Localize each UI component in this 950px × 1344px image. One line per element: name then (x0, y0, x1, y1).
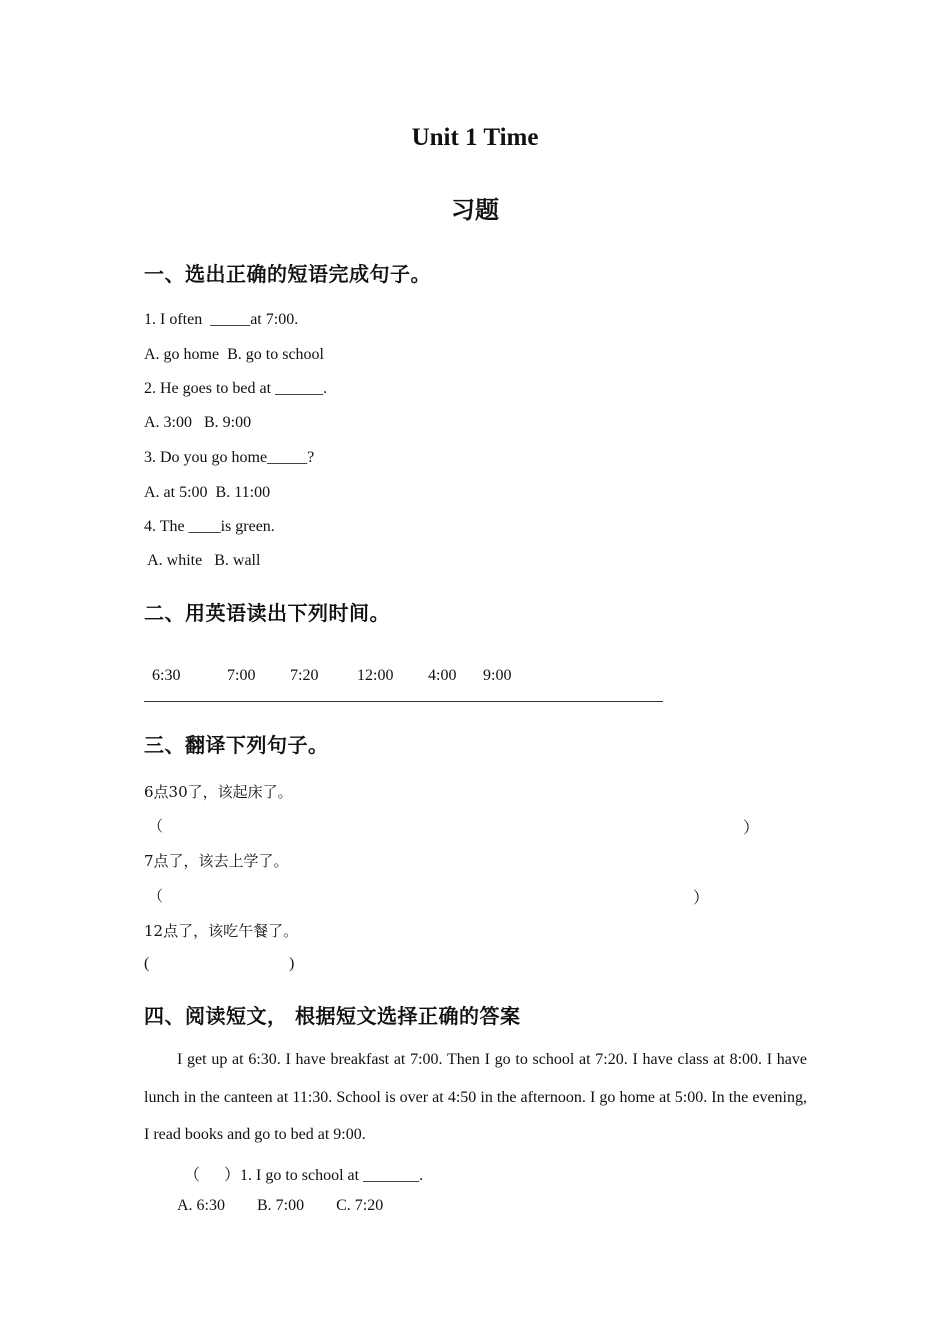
section2-heading: 二、用英语读出下列时间。 (144, 601, 390, 625)
s1-line-6: A. at 5:00 B. 11:00 (144, 484, 271, 501)
time-5: 4:00 (428, 667, 457, 684)
answer-line (144, 701, 663, 702)
s3-sentence-1: 6点30了，该起床了。 (144, 783, 293, 801)
section3-heading: 三、翻译下列句子。 (144, 733, 329, 757)
s3-sentence-2: 7点了，该去上学了。 (144, 852, 289, 870)
s1-line-2: A. go home B. go to school (144, 346, 324, 363)
s3-paren-open-3: ( (144, 955, 150, 972)
s1-line-7: 4. The ____is green. (144, 518, 275, 535)
time-2: 7:00 (227, 667, 256, 684)
s1-line-8: A. white B. wall (144, 552, 261, 569)
section1-heading: 一、选出正确的短语完成句子。 (144, 262, 431, 286)
s1-line-3: 2. He goes to bed at ______. (144, 380, 328, 397)
time-1: 6:30 (152, 667, 181, 684)
reading-passage: I get up at 6:30. I have breakfast at 7:00. Then I go to school at 7:20. I have class at 8:00. I have lunch in the canteen at 11:30. School is over at 4:50 in the afternoon. I go home at 5:00. In the evening, I read books and go to bed at 9:00. (144, 1051, 807, 1143)
s3-paren-open-2: （ (148, 887, 164, 905)
time-4: 12:00 (357, 667, 394, 684)
question-1: （ ）1. I go to school at _______. (184, 1167, 424, 1184)
s3-paren-close-1: ） (743, 818, 760, 837)
page-title: Unit 1 Time (411, 124, 539, 151)
page-subtitle: 习题 (451, 196, 499, 224)
s1-line-5: 3. Do you go home_____? (144, 449, 315, 466)
s3-paren-close-3: ) (289, 955, 295, 972)
s3-paren-close-2: ） (693, 888, 710, 907)
section4-heading: 四、阅读短文， 根据短文选择正确的答案 (144, 1004, 521, 1028)
time-3: 7:20 (290, 667, 319, 684)
time-6: 9:00 (483, 667, 512, 684)
question-1-options: A. 6:30 B. 7:00 C. 7:20 (177, 1197, 384, 1214)
times-row (144, 649, 511, 685)
s3-sentence-3: 12点了，该吃午餐了。 (144, 922, 299, 940)
s1-line-4: A. 3:00 B. 9:00 (144, 414, 252, 431)
s1-line-1: 1. I often _____at 7:00. (144, 311, 299, 328)
s3-paren-open-1: （ (148, 817, 164, 835)
